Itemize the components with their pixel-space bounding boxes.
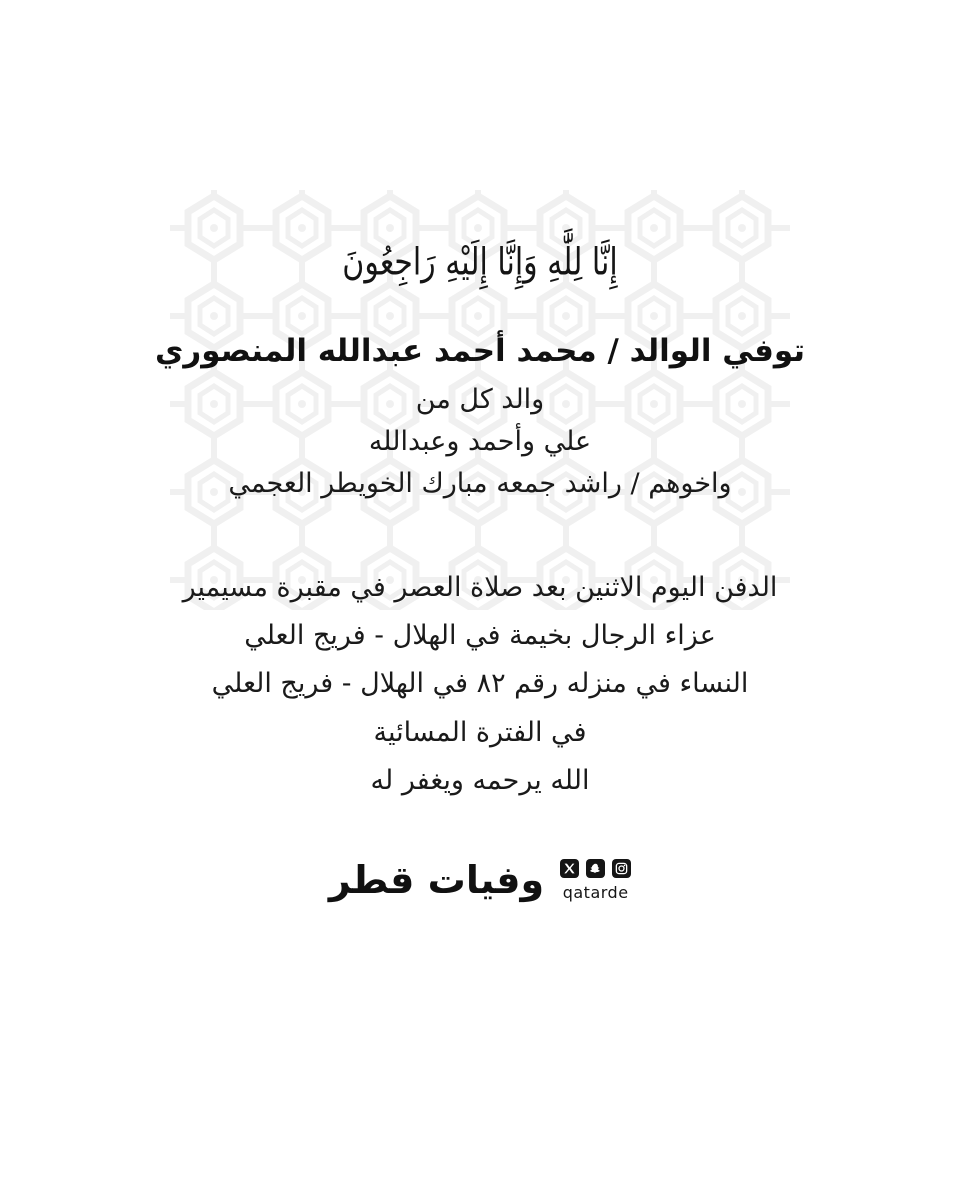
detail-line-burial: الدفن اليوم الاثنين بعد صلاة العصر في مقبرة مسيمير	[182, 572, 778, 604]
detail-line-women-condolence: النساء في منزله رقم ٨٢ في الهلال - فريج العلي	[211, 668, 749, 700]
basmala-calligraphy: إِنَّا لِلَّٰهِ وَإِنَّا إِلَيْهِ رَاجِعُونَ	[342, 240, 618, 285]
brand-handle: qatarde	[562, 882, 629, 902]
detail-line-men-condolence: عزاء الرجال بخيمة في الهلال - فريج العلي	[244, 620, 716, 652]
deceased-name: توفي الوالد / محمد أحمد عبدالله المنصوري	[155, 333, 805, 369]
x-twitter-icon[interactable]	[560, 859, 579, 878]
detail-line-prayer: الله يرحمه ويغفر له	[370, 764, 590, 796]
instagram-icon[interactable]	[612, 859, 631, 878]
funeral-details	[183, 564, 778, 804]
relation-line-2: علي وأحمد وعبدالله	[368, 425, 592, 457]
brand-name-arabic: وفيات قطر	[328, 858, 545, 903]
relation-line-1: والد كل من	[415, 383, 545, 415]
relation-line-3: واخوهم / راشد جمعه مبارك الخويطر العجمي	[228, 467, 732, 499]
brand-handle-block	[560, 859, 631, 902]
social-icons-row	[560, 859, 631, 878]
detail-line-time: في الفترة المسائية	[373, 716, 587, 748]
footer-brand	[329, 859, 631, 902]
snapchat-icon[interactable]	[586, 859, 605, 878]
